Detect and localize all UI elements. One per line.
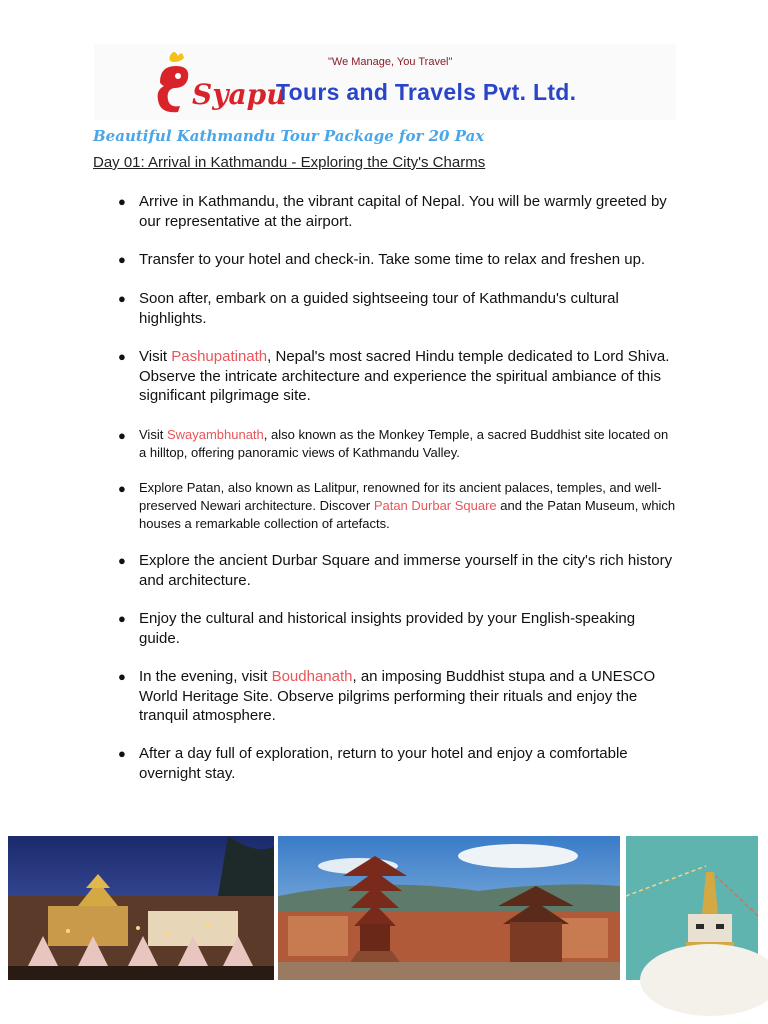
bullet-icon: ● <box>118 252 126 267</box>
list-item-text: Transfer to your hotel and check-in. Take some time to relax and freshen up. <box>139 251 646 268</box>
list-item <box>118 289 678 328</box>
bullet-icon: ● <box>118 669 126 684</box>
place-link-pashupatinath: Pashupatinath <box>171 348 268 365</box>
list-item-text: Visit Swayambhunath, also known as the Monkey Temple, a sacred Buddhist site located on a hilltop, offering panoramic views of Kathmandu Valley. <box>139 427 669 460</box>
header-banner <box>94 44 676 120</box>
list-item-text: Visit Pashupatinath, Nepal's most sacred Hindu temple dedicated to Lord Shiva. Observe the intricate architecture and experience the spiritual ambiance of this significant pilgrimage site. <box>139 348 670 404</box>
place-link-boudhanath: Boudhanath <box>271 668 353 685</box>
place-link-patan-durbar-square: Patan Durbar Square <box>373 498 497 513</box>
bullet-icon: ● <box>118 291 126 306</box>
list-item <box>118 667 678 726</box>
list-item <box>118 479 678 533</box>
place-link-swayambhunath: Swayambhunath <box>166 427 264 442</box>
list-item-text: Arrive in Kathmandu, the vibrant capital of Nepal. You will be warmly greeted by our representative at the airport. <box>139 193 667 230</box>
list-item <box>118 347 678 406</box>
tagline: "We Manage, You Travel" <box>328 56 453 68</box>
list-item <box>118 426 678 462</box>
list-item-text: Enjoy the cultural and historical insights provided by your English-speaking guide. <box>139 610 636 647</box>
list-item-text: After a day full of exploration, return to your hotel and enjoy a comfortable overnight stay. <box>139 745 628 782</box>
day-title: Day 01: Arrival in Kathmandu - Exploring the City's Charms <box>93 154 486 171</box>
boudhanath-stupa-photo <box>626 836 758 980</box>
company-name: Tours and Travels Pvt. Ltd. <box>276 79 577 105</box>
list-item <box>118 744 678 783</box>
list-item <box>118 250 678 270</box>
bullet-icon: ● <box>118 611 126 626</box>
bullet-icon: ● <box>118 194 126 209</box>
syapu-logo <box>150 48 287 116</box>
list-item-text: Soon after, embark on a guided sightseeing tour of Kathmandu's cultural highlights. <box>139 290 619 327</box>
bullet-icon: ● <box>118 349 126 364</box>
logo-text: Syapu <box>192 78 287 111</box>
bullet-icon: ● <box>118 428 126 443</box>
list-item-text: Explore Patan, also known as Lalitpur, renowned for its ancient palaces, temples, and well-preserved Newari architecture. Discover Patan Durbar Square and the Patan Museum, which houses a remarkable collection of artefacts. <box>139 480 676 531</box>
package-title: Beautiful Kathmandu Tour Package for 20 Pax <box>93 127 485 145</box>
pashupatinath-temple-photo <box>8 836 274 980</box>
bullet-icon: ● <box>118 553 126 568</box>
bullet-icon: ● <box>118 481 126 496</box>
list-item-text: Explore the ancient Durbar Square and immerse yourself in the city's rich history and architecture. <box>139 552 673 589</box>
list-item <box>118 192 678 231</box>
list-item <box>118 609 678 648</box>
list-item-text: In the evening, visit Boudhanath, an imposing Buddhist stupa and a UNESCO World Heritage Site. Observe pilgrims performing their rituals and enjoy the tranquil atmosphere. <box>139 668 656 724</box>
list-item <box>118 551 678 590</box>
patan-durbar-square-photo <box>278 836 620 980</box>
bullet-icon: ● <box>118 746 126 761</box>
